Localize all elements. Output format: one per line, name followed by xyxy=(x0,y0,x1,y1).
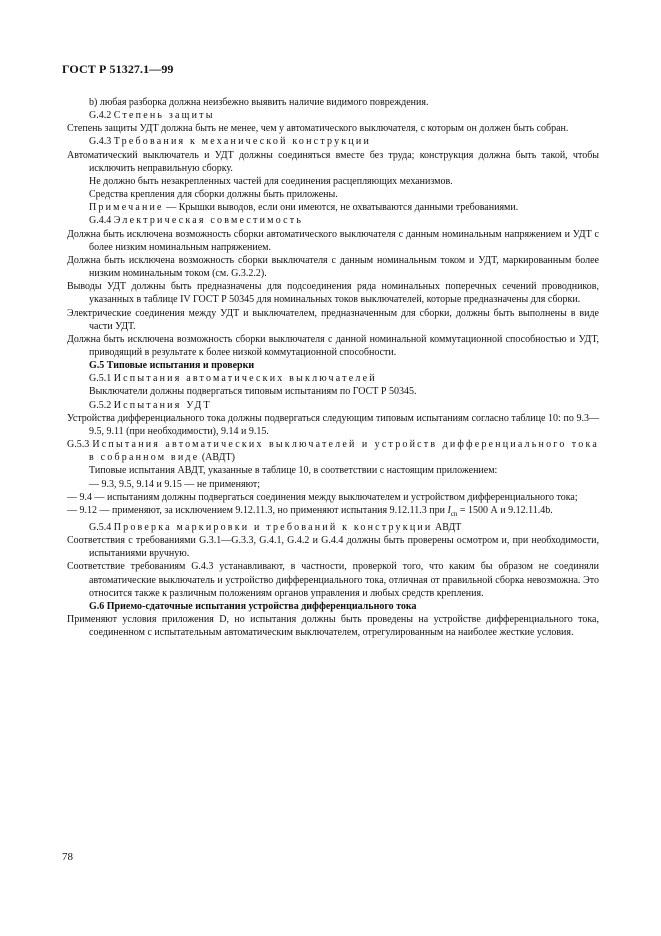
paragraph: Автоматический выключатель и УДТ должны соединяться вместе без труда; конструкция должна быть такой, чтобы исключить неправильную сборку. xyxy=(67,149,599,174)
list-item: — 9.3, 9.5, 9.14 и 9.15 — не применяют; xyxy=(89,478,261,490)
section-heading-g44: G.4.4 Электрическая совместимость xyxy=(89,215,304,227)
paragraph: Средства крепления для сборки должны быть приложены. xyxy=(89,189,338,201)
section-heading-g53: G.5.3 Испытания автоматических выключателей и устройств дифференциального тока в собранном виде (АВДТ) xyxy=(67,439,599,464)
paragraph: Применяют условия приложения D, но испытания должны быть проведены на устройстве дифференциального тока, соединенном с испытательным автоматическим выключателем, отрегулированным на наиболее жесткие условия. xyxy=(67,614,599,639)
paragraph: Устройства дифференциального тока должны подвергаться следующим типовым испытаниям согласно таблице 10: по 9.3—9.5, 9.11 (при необходимости), 9.14 и 9.15. xyxy=(67,412,599,437)
document-header: ГОСТ Р 51327.1—99 xyxy=(62,62,174,76)
list-item: — 9.4 — испытаниям должны подвергаться соединения между выключателем и устройством дифференциального тока; xyxy=(67,491,578,503)
section-heading-g42: G.4.2 Степень защиты xyxy=(89,110,215,122)
section-heading-g43: G.4.3 Требования к механической конструкции xyxy=(89,136,371,148)
paragraph: Выводы УДТ должны быть предназначены для подсоединения ряда номинальных поперечных сечений проводников, указанных в таблице IV ГОСТ Р 50345 для номинальных токов выключателей, которые предназначены для сборки. xyxy=(67,281,599,306)
paragraph: Должна быть исключена возможность сборки выключателя с данной номинальной коммутационной способностью и УДТ, приводящий в результате к более низкой коммутационной способности. xyxy=(67,333,599,358)
paragraph: Выключатели должны подвергаться типовым испытаниям по ГОСТ Р 50345. xyxy=(89,386,417,398)
section-heading-g54: G.5.4 Проверка маркировки и требований к конструкции АВДТ xyxy=(89,522,462,533)
section-heading-g51: G.5.1 Испытания автоматических выключателей xyxy=(89,373,377,385)
section-heading-g5: G.5 Типовые испытания и проверки xyxy=(89,360,255,372)
paragraph: Степень защиты УДТ должна быть не менее, чем у автоматического выключателя, с которым он должен быть собран. xyxy=(67,123,569,135)
document-body xyxy=(67,96,599,639)
paragraph: Должна быть исключена возможность сборки автоматического выключателя с данным номинальным напряжением и УДТ с более низким номинальным напряжением. xyxy=(67,228,599,253)
paragraph: Соответствие требованиям G.4.3 устанавливают, в частности, проверкой того, что каким бы образом не соединяли автоматические выключатель и устройство дифференциального тока, отличная от правильной сборка невозможна. Это относится также к различным положениям органов управления и любых средств крепления. xyxy=(67,561,599,599)
paragraph: Не должно быть незакрепленных частей для соединения расцепляющих механизмов. xyxy=(89,175,453,187)
section-heading-g6: G.6 Приемо-сдаточные испытания устройства дифференциального тока xyxy=(89,600,417,612)
section-heading-g52: G.5.2 Испытания УДТ xyxy=(89,399,212,411)
paragraph: Соответствия с требованиями G.3.1—G.3.3, G.4.1, G.4.2 и G.4.4 должны быть проверены осмотром и, при необходимости, испытаниями вручную. xyxy=(67,535,599,560)
paragraph: Должна быть исключена возможность сборки выключателя с данным номинальным током и УДТ, маркированным более низким номинальным током (см. G.3.2.2). xyxy=(67,254,599,280)
paragraph: Электрические соединения между УДТ и выключателем, предназначенным для сборки, должны быть выполнены в виде части УДТ. xyxy=(67,307,599,332)
paragraph: b) любая разборка должна неизбежно выявить наличие видимого повреждения. xyxy=(89,97,429,108)
list-item: — 9.12 — применяют, за исключением 9.12.11.3, но применяют испытания 9.12.11.3 при $I_{cn} = 1500$ А и 9.12.11.4b. xyxy=(67,504,553,518)
page-number: 78 xyxy=(62,851,73,863)
note: Примечание — Крышки выводов, если они имеются, не охватываются данными требованиями. xyxy=(89,202,519,214)
paragraph: Типовые испытания АВДТ, указанные в таблице 10, в соответствии с настоящим приложением: xyxy=(89,465,498,477)
